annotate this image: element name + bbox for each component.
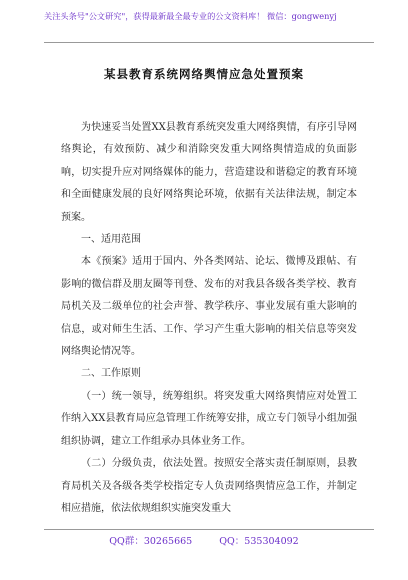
footer-contact: [0, 533, 408, 547]
intro-paragraph: 为快速妥当处置XX县教育系统突发重大网络舆情，有序引导网络舆论，有效预防、减少和消除突发重大网络舆情造成的负面影响，切实提升应对网络媒体的能力，营造建设和谐稳定的教育环境和全面健康发展的良好网络舆论环境，依据有关法律法规，制定本预案。: [61, 122, 357, 223]
principle-one-paragraph: （一）统一领导，统筹组织。将突发重大网络舆情应对处置工作纳入XX县教育局应急管理工作统筹安排，成立专门领导小组加强组织协调，建立工作组承办具体业务工作。: [61, 390, 357, 447]
section-heading-scope: 一、适用范围: [81, 234, 141, 246]
header-divider: [44, 42, 374, 43]
document-title: 某县教育系统网络舆情应急处置预案: [104, 67, 304, 81]
principle-two-paragraph: （二）分级负责，依法处置。按照安全落实责任制原则，县教育局机关及各级各类学校指定专人负责网络舆情应急工作，并制定相应措施，依法依规组织实施突发重大: [61, 458, 357, 514]
footer-divider: [44, 529, 374, 530]
document-body: [61, 117, 357, 520]
scope-paragraph: 本《预案》适用于国内、外各类网站、论坛、微博及跟帖、有影响的微信群及朋友圈等刊登、发布的对我县各级各类学校、教育局机关及二级单位的社会声誉、教学秩序、事业发展有重大影响的信息，或对师生生活、工作、学习产生重大影响的相关信息等突发网络舆论情况等。: [61, 256, 357, 358]
footer-qq: QQ：535304092: [219, 536, 299, 547]
footer-qq-group: QQ群：30265665: [109, 536, 193, 547]
header-note: 关注头条号"公文研究"，获得最新最全最专业的公文资料库！ 微信：gongwenyj: [44, 11, 337, 21]
section-heading-principles: 二、工作原则: [81, 368, 141, 380]
